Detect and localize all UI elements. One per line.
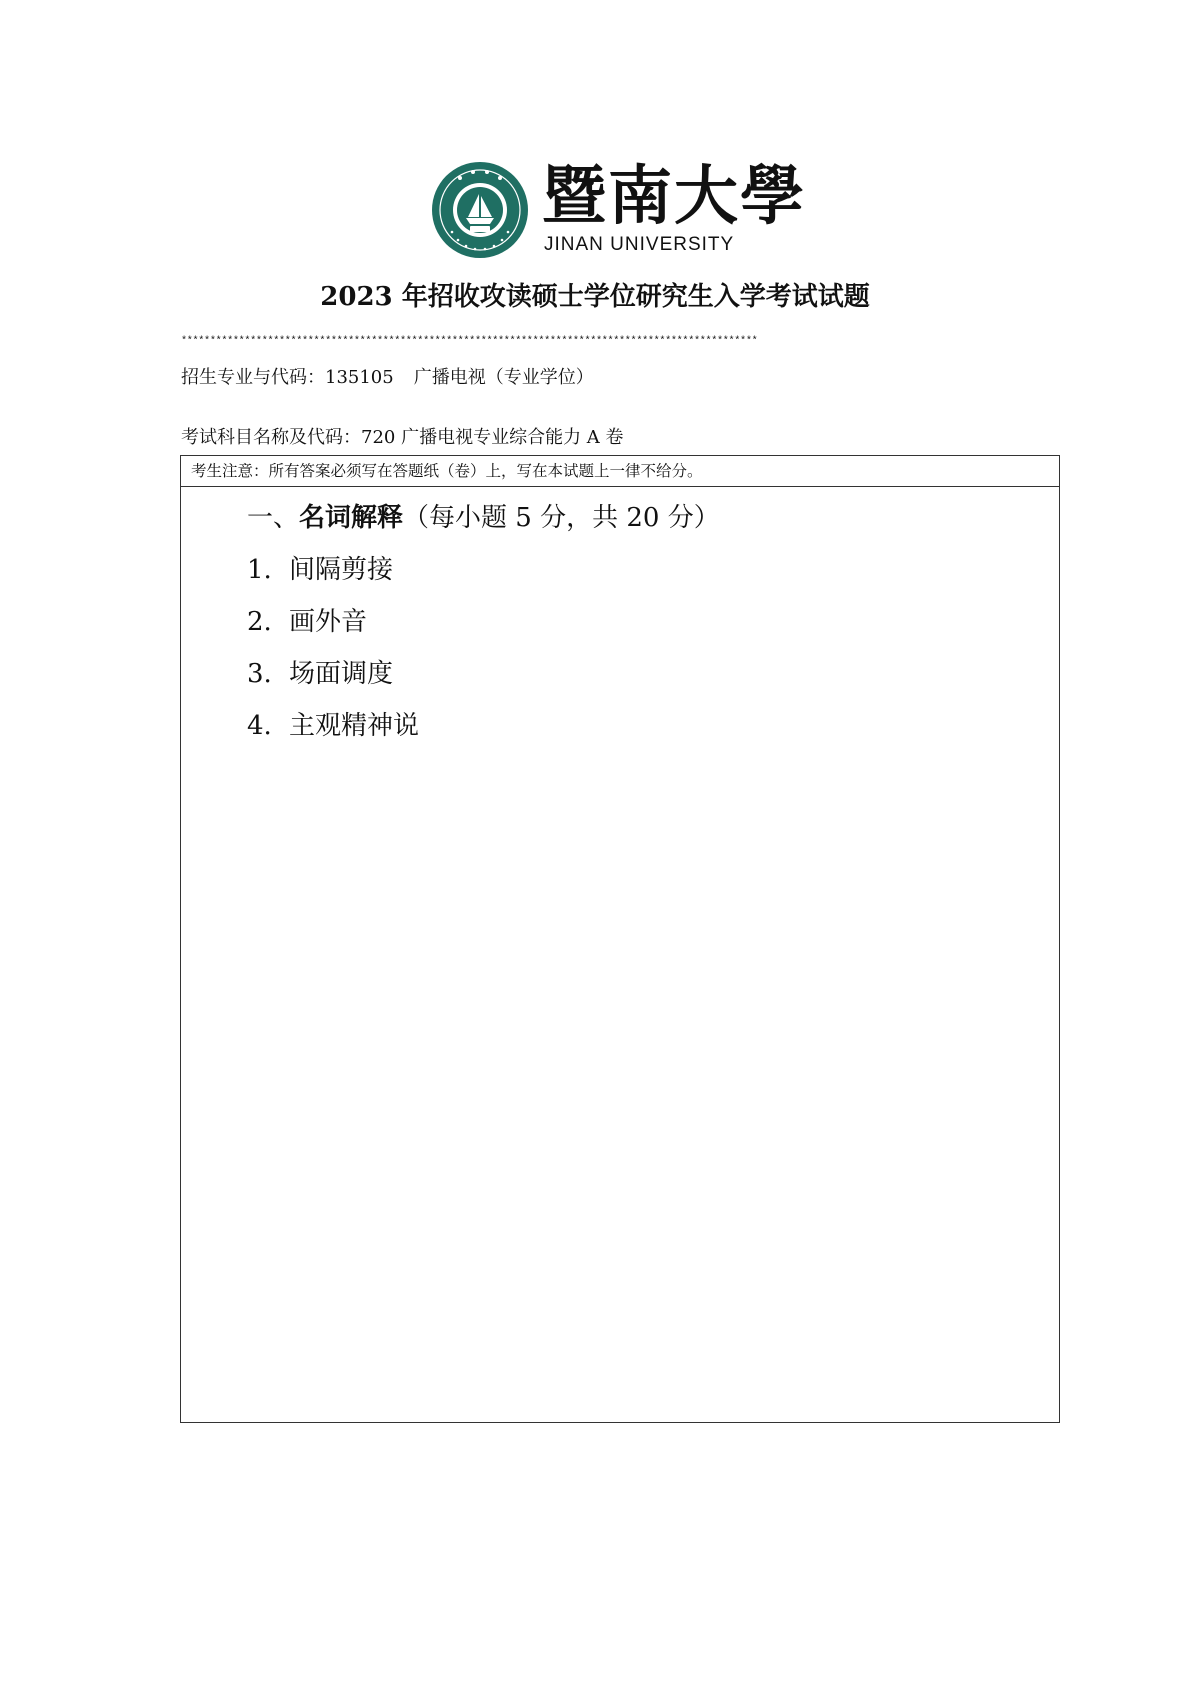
major-line [181, 366, 594, 390]
section-prefix: 一、 [247, 503, 300, 533]
star-divider: **************************************************************************************************** [181, 336, 758, 347]
question-text: 间隔剪接 [289, 555, 394, 585]
university-name-en: JINAN UNIVERSITY [544, 234, 735, 255]
section-scoring: （每小题 5 分，共 20 分） [403, 503, 720, 533]
question-number: 2. [247, 607, 272, 637]
university-wordmark [542, 159, 806, 258]
subject-line: 考试科目名称及代码：720 广播电视专业综合能力 A 卷 [181, 427, 624, 448]
question-item [247, 656, 419, 708]
question-item [247, 604, 419, 656]
section-title: 名词解释 [299, 503, 404, 533]
exam-title: 2023 年招收攻读硕士学位研究生入学考试试题 [320, 282, 870, 312]
question-list [247, 552, 419, 760]
question-number: 3. [247, 659, 272, 689]
question-number: 4. [247, 711, 272, 741]
major-label: 招生专业与代码：135105 [181, 367, 394, 388]
question-text: 场面调度 [289, 659, 394, 689]
question-number: 1. [247, 555, 272, 585]
question-text: 画外音 [289, 607, 368, 637]
notice-text: 考生注意：所有答案必须写在答题纸（卷）上，写在本试题上一律不给分。 [191, 462, 703, 480]
question-text: 主观精神说 [289, 711, 420, 741]
university-seal-icon [430, 160, 530, 260]
major-name: 广播电视（专业学位） [413, 367, 594, 388]
notice-box [180, 455, 1060, 487]
question-frame [180, 486, 1060, 1423]
question-item [247, 708, 419, 760]
university-name-cn: 暨南大學 [542, 159, 806, 234]
university-logo [430, 159, 806, 260]
section-heading [247, 500, 720, 536]
question-item [247, 552, 419, 604]
